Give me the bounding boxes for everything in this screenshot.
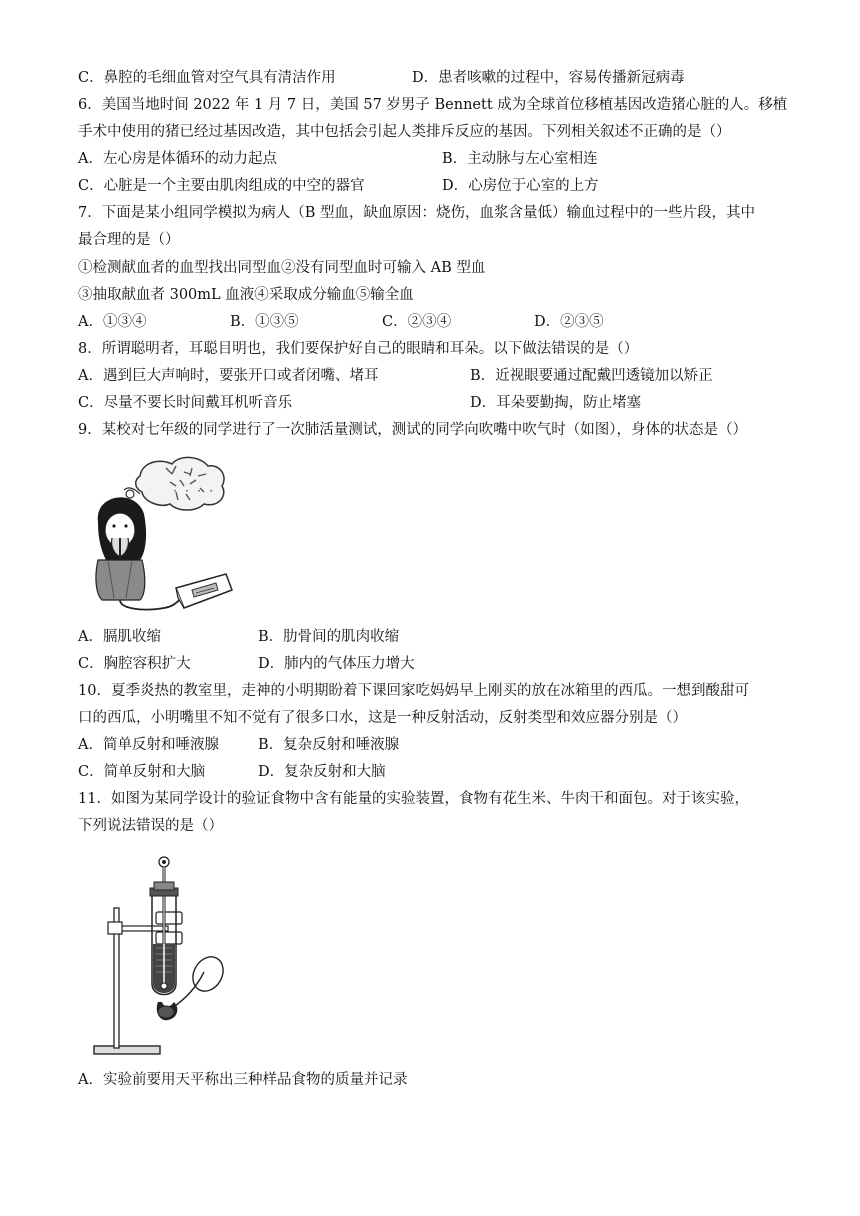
- q10-option-a: A．简单反射和唾液腺: [78, 737, 219, 753]
- q10-stem-line1: 10．夏季炎热的教室里，走神的小明期盼着下课回家吃妈妈早上刚买的放在冰箱里的西瓜。一想到酸甜可: [78, 683, 749, 699]
- q9-option-b: B．肋骨间的肌肉收缩: [258, 629, 400, 645]
- q9-option-a: A．膈肌收缩: [78, 629, 161, 645]
- q5-option-c: C．鼻腔的毛细血管对空气具有清洁作用: [78, 70, 336, 86]
- q8-option-a: A．遇到巨大声响时，要张开口或者闭嘴、堵耳: [78, 368, 379, 384]
- q7-items-line2: ③抽取献血者 300mL 血液④采取成分输血⑤输全血: [78, 287, 414, 303]
- q10-option-c: C．简单反射和大脑: [78, 764, 206, 780]
- q8-stem: 8．所谓聪明者，耳聪目明也，我们要保护好自己的眼睛和耳朵。以下做法错误的是（）: [78, 341, 639, 357]
- q11-stem-line2: 下列说法错误的是（）: [78, 818, 223, 834]
- q11-option-a: A．实验前要用天平称出三种样品食物的质量并记录: [78, 1072, 408, 1088]
- q7-option-a: A．①③④: [78, 314, 147, 330]
- q7-option-d: D．②③⑤: [534, 314, 604, 330]
- q9-option-d: D．肺内的气体压力增大: [258, 656, 415, 672]
- q8-option-c: C．尽量不要长时间戴耳机听音乐: [78, 395, 293, 411]
- q11-apparatus-figure: [88, 852, 238, 1060]
- q6-option-b: B．主动脉与左心室相连: [442, 151, 598, 167]
- q9-stem: 9．某校对七年级的同学进行了一次肺活量测试，测试的同学向吹嘴中吹气时（如图），身体的状态是（）: [78, 422, 747, 438]
- q7-stem-line1: 7．下面是某小组同学模拟为病人（B 型血，缺血原因：烧伤，血浆含量低）输血过程中的一些片段，其中: [78, 205, 755, 221]
- q5-option-d: D．患者咳嗽的过程中，容易传播新冠病毒: [412, 70, 685, 86]
- q7-items-line1: ①检测献血者的血型找出同型血②没有同型血时可输入 AB 型血: [78, 260, 486, 276]
- q10-option-b: B．复杂反射和唾液腺: [258, 737, 400, 753]
- q8-option-d: D．耳朵要勤掏，防止堵塞: [470, 395, 642, 411]
- q8-option-b: B．近视眼要通过配戴凹透镜加以矫正: [470, 368, 713, 384]
- q6-stem-line1: 6．美国当地时间 2022 年 1 月 7 日，美国 57 岁男子 Bennett 成为全球首位移植基因改造猪心脏的人。移植: [78, 97, 788, 113]
- q10-option-d: D．复杂反射和大脑: [258, 764, 386, 780]
- q6-option-d: D．心房位于心室的上方: [442, 178, 599, 194]
- q7-option-c: C．②③④: [382, 314, 452, 330]
- q6-stem-line2: 手术中使用的猪已经过基因改造，其中包括会引起人类排斥反应的基因。下列相关叙述不正确的是（）: [78, 124, 731, 140]
- svg-text:· · · ·: · · · ·: [172, 486, 215, 497]
- q7-option-b: B．①③⑤: [230, 314, 299, 330]
- q7-stem-line2: 最合理的是（）: [78, 232, 180, 248]
- q9-option-c: C．胸腔容积扩大: [78, 656, 191, 672]
- q6-option-a: A．左心房是体循环的动力起点: [78, 151, 277, 167]
- q11-stem-line1: 11．如图为某同学设计的验证食物中含有能量的实验装置，食物有花生米、牛肉干和面包。对于该实验，: [78, 791, 749, 807]
- q6-option-c: C．心脏是一个主要由肌肉组成的中空的器官: [78, 178, 365, 194]
- q10-stem-line2: 口的西瓜，小明嘴里不知不觉有了很多口水，这是一种反射活动，反射类型和效应器分别是（）: [78, 710, 687, 726]
- q9-spirometer-figure: [80, 448, 240, 618]
